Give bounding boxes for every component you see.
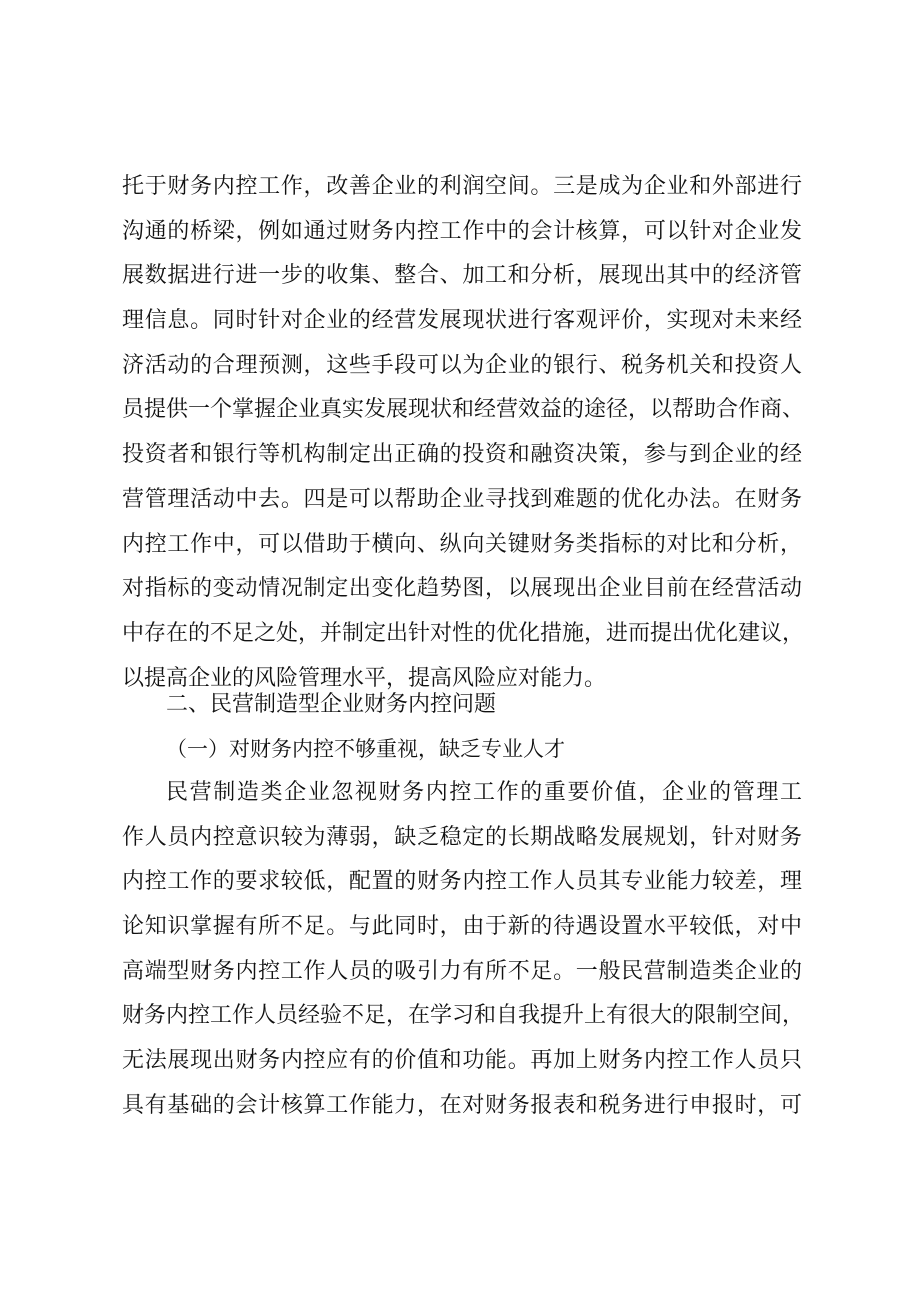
paragraph-line: 作人员内控意识较为薄弱，缺乏稳定的长期战略发展规划，针对财务 (122, 824, 802, 850)
section-heading: 二、民营制造型企业财务内控问题 (166, 692, 497, 717)
paragraph-line: 展数据进行进一步的收集、整合、加工和分析，展现出其中的经济管 (122, 263, 802, 289)
paragraph-line: 沟通的桥梁，例如通过财务内控工作中的会计核算，可以针对企业发 (122, 218, 802, 244)
paragraph-line: 理信息。同时针对企业的经营发展现状进行客观评价，实现对未来经 (122, 308, 802, 334)
body-paragraph-1 (122, 165, 805, 701)
paragraph-line: 对指标的变动情况制定出变化趋势图，以展现出企业目前在经营活动 (122, 576, 802, 602)
paragraph-line: 高端型财务内控工作人员的吸引力有所不足。一般民营制造类企业的 (122, 958, 802, 984)
subsection-heading: （一）对财务内控不够重视，缺乏专业人才 (166, 737, 565, 761)
paragraph-line: 营管理活动中去。四是可以帮助企业寻找到难题的优化办法。在财务 (122, 486, 802, 512)
paragraph-line: 论知识掌握有所不足。与此同时，由于新的待遇设置水平较低，对中 (122, 914, 802, 940)
paragraph-line: 内控工作的要求较低，配置的财务内控工作人员其专业能力较差，理 (122, 869, 802, 895)
paragraph-line: 内控工作中，可以借助于横向、纵向关键财务类指标的对比和分析， (122, 531, 802, 557)
paragraph-line: 无法展现出财务内控应有的价值和功能。再加上财务内控工作人员只 (122, 1048, 802, 1074)
paragraph-line: 投资者和银行等机构制定出正确的投资和融资决策，参与到企业的经 (122, 442, 802, 468)
paragraph-line: 以提高企业的风险管理水平，提高风险应对能力。 (122, 665, 607, 691)
paragraph-line: 托于财务内控工作，改善企业的利润空间。三是成为企业和外部进行 (122, 174, 802, 199)
paragraph-line: 具有基础的会计核算工作能力，在对财务报表和税务进行申报时，可 (122, 1092, 802, 1118)
paragraph-line: 济活动的合理预测，这些手段可以为企业的银行、税务机关和投资人 (122, 352, 802, 378)
paragraph-line: 员提供一个掌握企业真实发展现状和经营效益的途径，以帮助合作商、 (122, 397, 805, 423)
paragraph-line: 民营制造类企业忽视财务内控工作的重要价值，企业的管理工 (166, 780, 802, 805)
body-paragraph-2 (122, 771, 805, 1129)
paragraph-line: 中存在的不足之处，并制定出针对性的优化措施，进而提出优化建议， (122, 620, 805, 646)
paragraph-line: 财务内控工作人员经验不足，在学习和自我提升上有很大的限制空间， (122, 1003, 805, 1029)
